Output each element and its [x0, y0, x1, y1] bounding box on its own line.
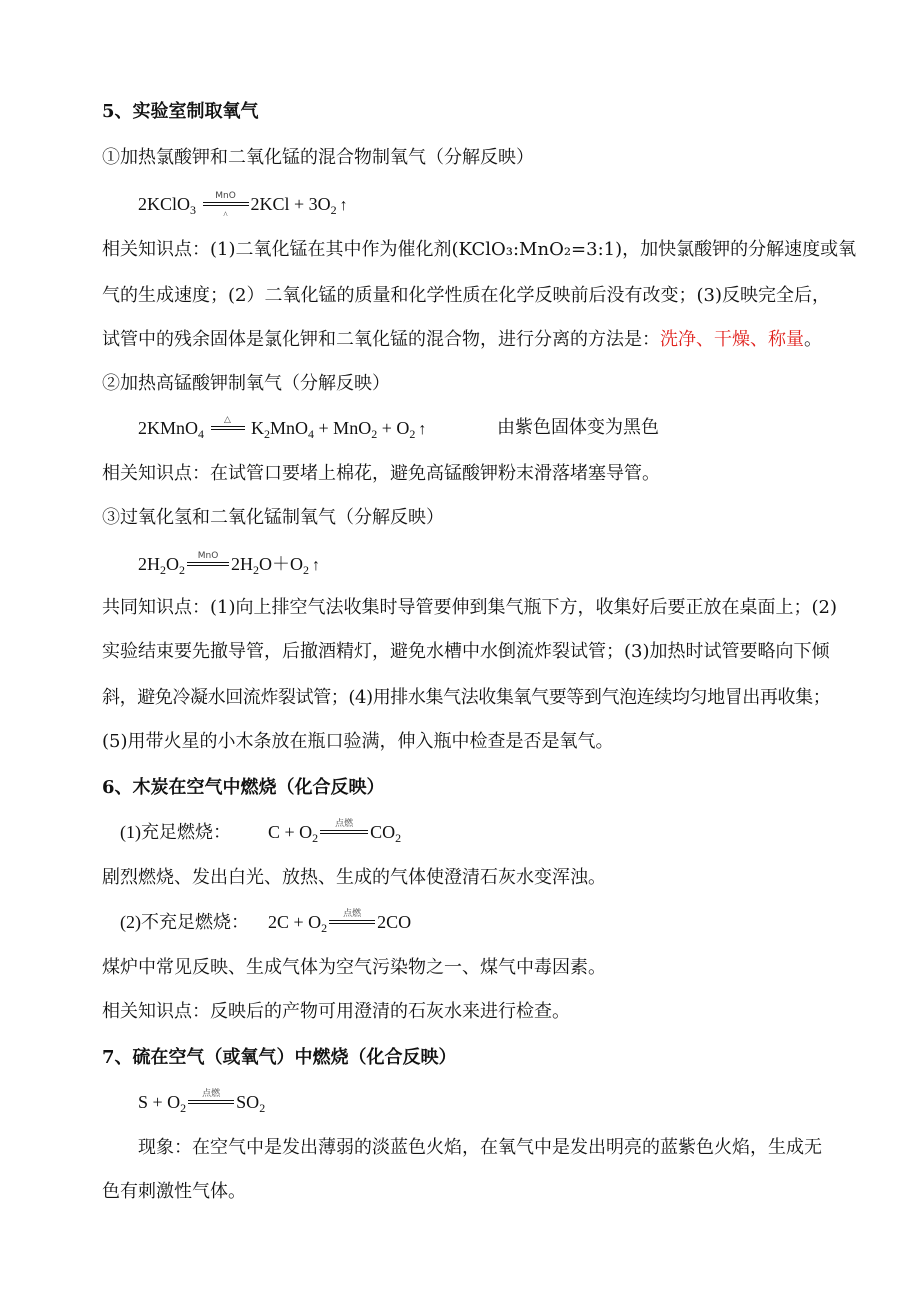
note-2: 相关知识点：在试管口要堵上棉花，避免高锰酸钾粉末滑落堵塞导管。	[102, 463, 660, 484]
equation-sulfur: $S + O_2$ 点燃 $SO_2$	[138, 1088, 266, 1115]
separation-method: 洗净、干燥、称量	[660, 329, 804, 350]
common-note-line-3: 斜，避免冷凝水回流炸裂试管；(4)用排水集气法收集氧气要等到气泡连续均匀地冒出再收集；	[102, 687, 831, 708]
gas-arrow-icon: ↑	[418, 421, 427, 438]
phenomenon-line-2: 色有刺激性气体。	[102, 1181, 246, 1202]
reaction-condition-ignite: 点燃	[329, 915, 375, 929]
reaction-condition-ignite: 点燃	[320, 825, 368, 839]
reaction-condition-mno2: MnO	[187, 557, 229, 571]
method-3-title: ③过氧化氢和二氧化锰制氧气（分解反映）	[102, 507, 444, 528]
note-1-line-3: 试管中的残余固体是氯化钾和二氧化锰的混合物，进行分离的方法是：洗净、干燥、称量。	[102, 329, 822, 350]
gas-arrow-icon: ↑	[339, 197, 348, 214]
section-6-title: 6、木炭在空气中燃烧（化合反映）	[102, 777, 385, 798]
incomplete-combustion-line: (2)不充足燃烧： $2C + O_2$ 点燃 2CO	[120, 908, 412, 935]
complete-combustion-line: (1)充足燃烧： $C + O_2$ 点燃 $CO_2$	[120, 818, 402, 845]
note-1-line-2: 气的生成速度；(2）二氧化锰的质量和化学性质在化学反映前后没有改变；(3)反映完全后，	[102, 285, 830, 306]
common-note-line-4: (5)用带火星的小木条放在瓶口验满，伸入瓶中检查是否是氧气。	[102, 731, 614, 752]
equation-kclo3: 2KClO$_3$ MnO ^ $2KCl + 3O_2$ ↑	[138, 190, 348, 220]
complete-combustion-desc: 剧烈燃烧、发出白光、放热、生成的气体使澄清石灰水变浑浊。	[102, 867, 606, 888]
method-1-title: ①加热氯酸钾和二氧化锰的混合物制氧气（分解反映）	[102, 147, 534, 168]
common-note-line-2: 实验结束要先撤导管，后撤酒精灯，避免水槽中水倒流炸裂试管；(3)加热时试管要略向下倾	[102, 641, 830, 662]
equation-h2o2: $2H_2O_2$ MnO $2H_2O+O_2$ ↑	[138, 550, 320, 577]
note-1-line-1: 相关知识点：(1)二氧化锰在其中作为催化剂(KClO₃:MnO₂=3:1)，加快氯酸钾的分解速度或氧	[102, 239, 857, 260]
incomplete-combustion-desc: 煤炉中常见反映、生成气体为空气污染物之一、煤气中毒因素。	[102, 957, 606, 978]
method-2-title: ②加热高锰酸钾制氧气（分解反映）	[102, 373, 390, 394]
section-5-title: 5、实验室制取氧气	[102, 101, 259, 122]
reaction-condition-heat: △	[211, 421, 245, 435]
gas-arrow-icon: ↑	[312, 557, 320, 574]
note-6: 相关知识点：反映后的产物可用澄清的石灰水来进行检查。	[102, 1001, 570, 1022]
reaction-condition-mno2-heat: MnO ^	[203, 197, 249, 211]
section-7-title: 7、硫在空气（或氧气）中燃烧（化合反映）	[102, 1047, 457, 1068]
color-change-note: 由紫色固体变为黑色	[497, 417, 659, 438]
phenomenon-line-1: 现象：在空气中是发出薄弱的淡蓝色火焰，在氧气中是发出明亮的蓝紫色火焰，生成无	[138, 1137, 822, 1158]
reaction-condition-ignite: 点燃	[188, 1095, 234, 1109]
equation-kmno4: 2KMnO$_4$ △ $K_2MnO_4 + MnO_2 + O_2$ ↑	[138, 414, 427, 441]
common-note-line-1: 共同知识点：(1)向上排空气法收集时导管要伸到集气瓶下方，收集好后要正放在桌面上；(2)	[102, 597, 837, 618]
